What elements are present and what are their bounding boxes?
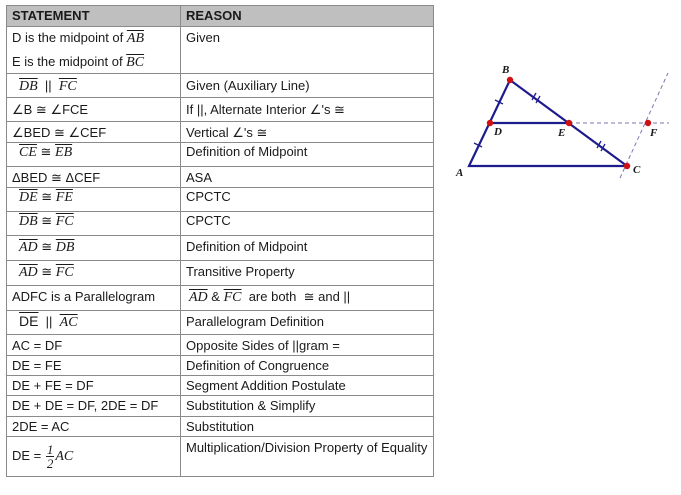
label-d: D: [494, 126, 502, 138]
proof-row: [7, 396, 434, 417]
point-c: [624, 163, 630, 169]
reason-cell: Substitution: [181, 417, 434, 437]
proof-row: [7, 236, 434, 261]
label-c: C: [633, 164, 641, 176]
statement-cell: [7, 27, 181, 74]
reason-cell: Opposite Sides of ||gram =: [181, 335, 434, 356]
statement-cell: $\overline{AD}$ ≅ $\overline{DB}$: [7, 236, 181, 261]
point-f: [645, 120, 651, 126]
reason-cell: Definition of Midpoint: [181, 236, 434, 261]
point-d: [487, 120, 493, 126]
proof-row: [7, 437, 434, 477]
reason-cell: Definition of Midpoint: [181, 143, 434, 167]
reason-cell: Substitution & Simplify: [181, 396, 434, 417]
proof-row: [7, 27, 434, 74]
reason-cell: Segment Addition Postulate: [181, 376, 434, 396]
statement-cell: $\overline{DE}$ || $\overline{AC}$: [7, 311, 181, 335]
reason-cell: Transitive Property: [181, 261, 434, 286]
proof-row: [7, 143, 434, 167]
reason-cell: Parallelogram Definition: [181, 311, 434, 335]
reason-cell: Given (Auxiliary Line): [181, 74, 434, 98]
statement-cell: 2DE = AC: [7, 417, 181, 437]
proof-row: [7, 261, 434, 286]
proof-row: [7, 74, 434, 98]
statement-cell: DE + FE = DF: [7, 376, 181, 396]
proof-row: [7, 417, 434, 437]
reason-cell: CPCTC: [181, 212, 434, 236]
reason-cell: $\overline{AD}$ & $\overline{FC}$ are both ≅ and ||: [181, 286, 434, 311]
statement-cell: ΔBED ≅ ΔCEF: [7, 167, 181, 188]
proof-row: [7, 167, 434, 188]
proof-row: [7, 122, 434, 143]
proof-row: [7, 311, 434, 335]
proof-table: [6, 5, 434, 477]
statement-cell: $\overline{DB}$ || $\overline{FC}$: [7, 74, 181, 98]
statement-cell: $\overline{DB}$ ≅ $\overline{FC}$: [7, 212, 181, 236]
reason-cell: Given: [181, 27, 434, 74]
statement-cell: $\overline{CE}$ ≅ $\overline{EB}$: [7, 143, 181, 167]
statement-cell: ∠B ≅ ∠FCE: [7, 98, 181, 122]
reason-header: REASON: [181, 6, 434, 27]
statement-cell: $\overline{DE}$ ≅ $\overline{FE}$: [7, 188, 181, 212]
point-b: [507, 77, 513, 83]
label-f: F: [650, 127, 658, 139]
proof-row: [7, 286, 434, 311]
proof-row: [7, 212, 434, 236]
proof-row: [7, 98, 434, 122]
reason-cell: Multiplication/Division Property of Equality: [181, 437, 434, 477]
reason-cell: If ||, Alternate Interior ∠'s ≅: [181, 98, 434, 122]
given-midpoint-ab: D is the midpoint of $\overline{AB}$: [12, 30, 144, 46]
label-a: A: [456, 167, 464, 179]
statement-cell: ADFC is a Parallelogram: [7, 286, 181, 311]
triangle-figure: [448, 60, 673, 185]
statement-cell: DE = $\frac{1}{2}$ AC: [7, 437, 181, 477]
reason-cell: ASA: [181, 167, 434, 188]
statement-header: STATEMENT: [7, 6, 181, 27]
reason-cell: CPCTC: [181, 188, 434, 212]
point-e: [566, 120, 572, 126]
statement-cell: ∠BED ≅ ∠CEF: [7, 122, 181, 143]
statement-cell: DE = FE: [7, 356, 181, 376]
header-row: [7, 6, 434, 27]
label-e: E: [558, 127, 566, 139]
proof-row: [7, 376, 434, 396]
reason-cell: Definition of Congruence: [181, 356, 434, 376]
proof-row: [7, 188, 434, 212]
statement-cell: AC = DF: [7, 335, 181, 356]
reason-cell: Vertical ∠'s ≅: [181, 122, 434, 143]
given-midpoint-bc: E is the midpoint of $\overline{BC}$: [12, 54, 145, 70]
one-half-fraction: $\frac{1}{2}$: [46, 442, 54, 471]
proof-row: [7, 335, 434, 356]
proof-row: [7, 356, 434, 376]
label-b: B: [502, 64, 510, 76]
auxiliary-line-cf: [620, 73, 668, 178]
statement-cell: DE + DE = DF, 2DE = DF: [7, 396, 181, 417]
statement-cell: $\overline{AD}$ ≅ $\overline{FC}$: [7, 261, 181, 286]
